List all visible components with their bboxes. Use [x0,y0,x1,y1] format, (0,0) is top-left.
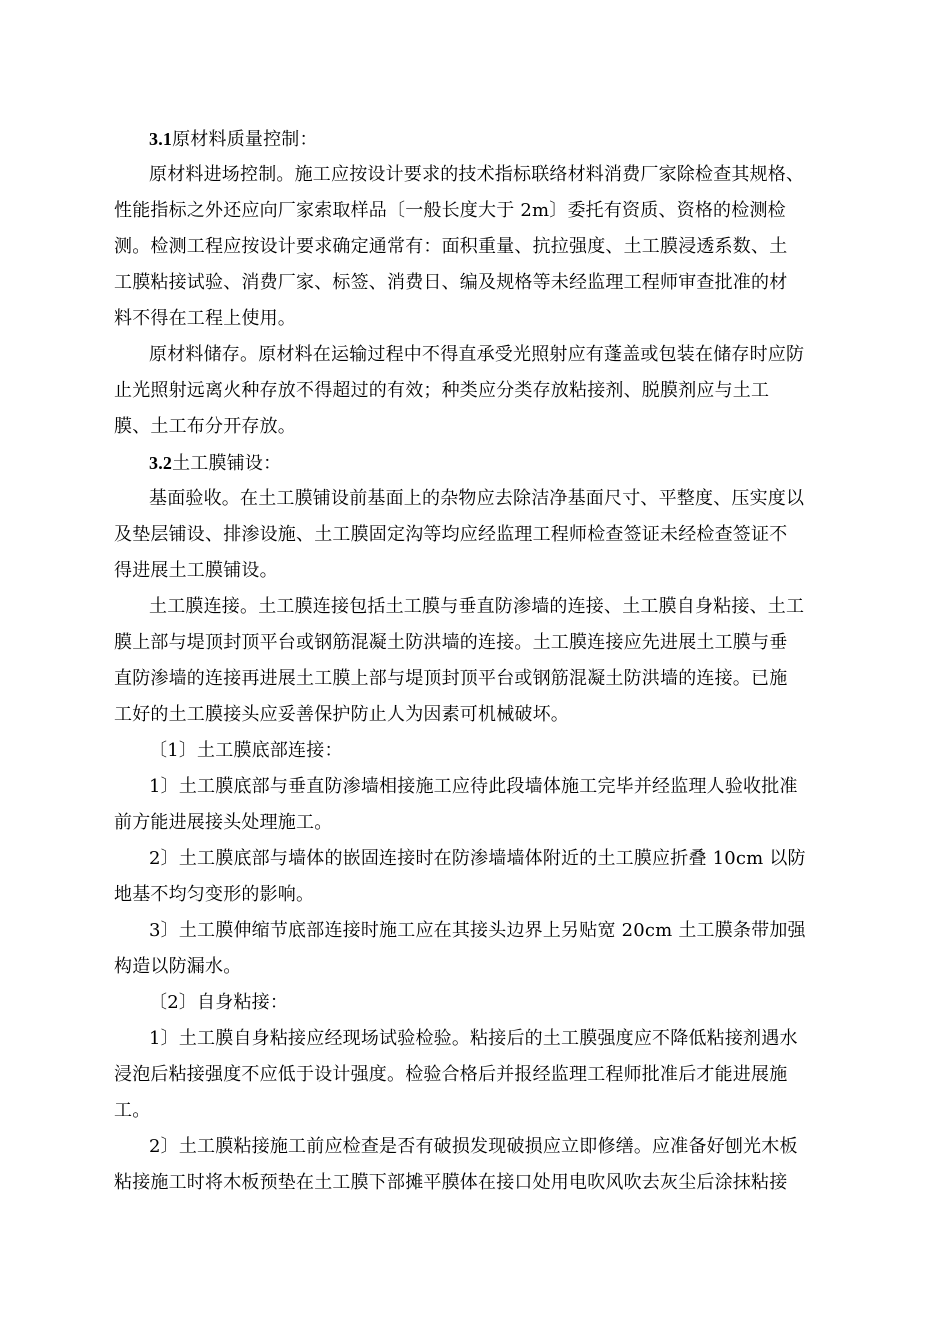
text-line: 工好的土工膜接头应妥善保护防止人为因素可机械破坏。 [114,704,569,725]
text-line: 构造以防漏水。 [114,956,242,977]
paragraph-raw-material-entry [114,157,840,337]
text-line: 前方能进展接头处理施工。 [114,812,333,833]
text-line: 1〕土工膜底部与垂直防渗墙相接施工应待此段墙体施工完毕并经监理人验收批准 [149,776,798,797]
text-line: 工膜粘接试验、消费厂家、标签、消费日、编及规格等未经监理工程师审查批准的材 [114,272,788,293]
text-line: 及垫层铺设、排渗设施、土工膜固定沟等均应经监理工程师检查签证未经检查签证不 [114,524,788,545]
list-item-2-2 [114,1129,840,1201]
text-line: 膜、土工布分开存放。 [114,416,296,437]
text-line: 工。 [114,1100,151,1121]
text-line: 直防渗墙的连接再进展土工膜上部与堤顶封顶平台或钢筋混凝土防洪墙的连接。已施 [114,668,788,689]
text-line: 料不得在工程上使用。 [114,308,296,329]
section-title: 土工膜铺设： [172,453,282,474]
list-item-1-3 [114,913,840,985]
subsection-title-self-bonding: 〔2〕自身粘接： [149,992,289,1013]
text-line: 地基不均匀变形的影响。 [114,884,315,905]
text-line: 止光照射远离火种存放不得超过的有效；种类应分类存放粘接剂、脱膜剂应与土工 [114,380,770,401]
list-item-1-2 [114,841,840,913]
text-line: 2〕土工膜底部与墙体的嵌固连接时在防渗墙墙体附近的土工膜应折叠 10cm 以防 [149,848,806,869]
section-title: 原材料质量控制： [172,129,318,150]
text-line: 基面验收。在土工膜铺设前基面上的杂物应去除洁净基面尺寸、平整度、压实度以 [149,488,805,509]
list-item-2-1 [114,1021,840,1129]
text-line: 3〕土工膜伸缩节底部连接时施工应在其接头边界上另贴宽 20cm 土工膜条带加强 [149,920,806,941]
text-line: 测。检测工程应按设计要求确定通常有：面积重量、抗拉强度、土工膜浸透系数、土 [114,236,788,257]
text-line: 性能指标之外还应向厂家索取样品〔一般长度大于 2m〕委托有资质、资格的检测检 [114,200,786,221]
paragraph-membrane-connection [114,589,840,733]
section-number: 3.2 [149,453,173,473]
paragraph-base-acceptance [114,481,840,589]
text-line: 膜上部与堤顶封顶平台或钢筋混凝土防洪墙的连接。土工膜连接应先进展土工膜与垂 [114,632,788,653]
text-line: 2〕土工膜粘接施工前应检查是否有破损发现破损应立即修缮。应准备好刨光木板 [149,1136,798,1157]
text-line: 原材料进场控制。施工应按设计要求的技术指标联络材料消费厂家除检查其规格、 [149,164,805,185]
text-line: 土工膜连接。土工膜连接包括土工膜与垂直防渗墙的连接、土工膜自身粘接、土工 [149,596,805,617]
text-line: 1〕土工膜自身粘接应经现场试验检验。粘接后的土工膜强度应不降低粘接剂遇水 [149,1028,798,1049]
section-heading-3-2 [114,445,840,481]
paragraph-raw-material-storage [114,337,840,445]
text-line: 得进展土工膜铺设。 [114,560,278,581]
text-line: 原材料储存。原材料在运输过程中不得直承受光照射应有蓬盖或包装在储存时应防 [149,344,805,365]
subsection-title-bottom-connection: 〔1〕土工膜底部连接： [149,740,343,761]
section-number: 3.1 [149,129,173,149]
list-item-1-1 [114,769,840,841]
section-heading-3-1 [114,121,840,157]
text-line: 粘接施工时将木板预垫在土工膜下部摊平膜体在接口处用电吹风吹去灰尘后涂抹粘接 [114,1172,788,1193]
text-line: 浸泡后粘接强度不应低于设计强度。检验合格后并报经监理工程师批准后才能进展施 [114,1064,788,1085]
